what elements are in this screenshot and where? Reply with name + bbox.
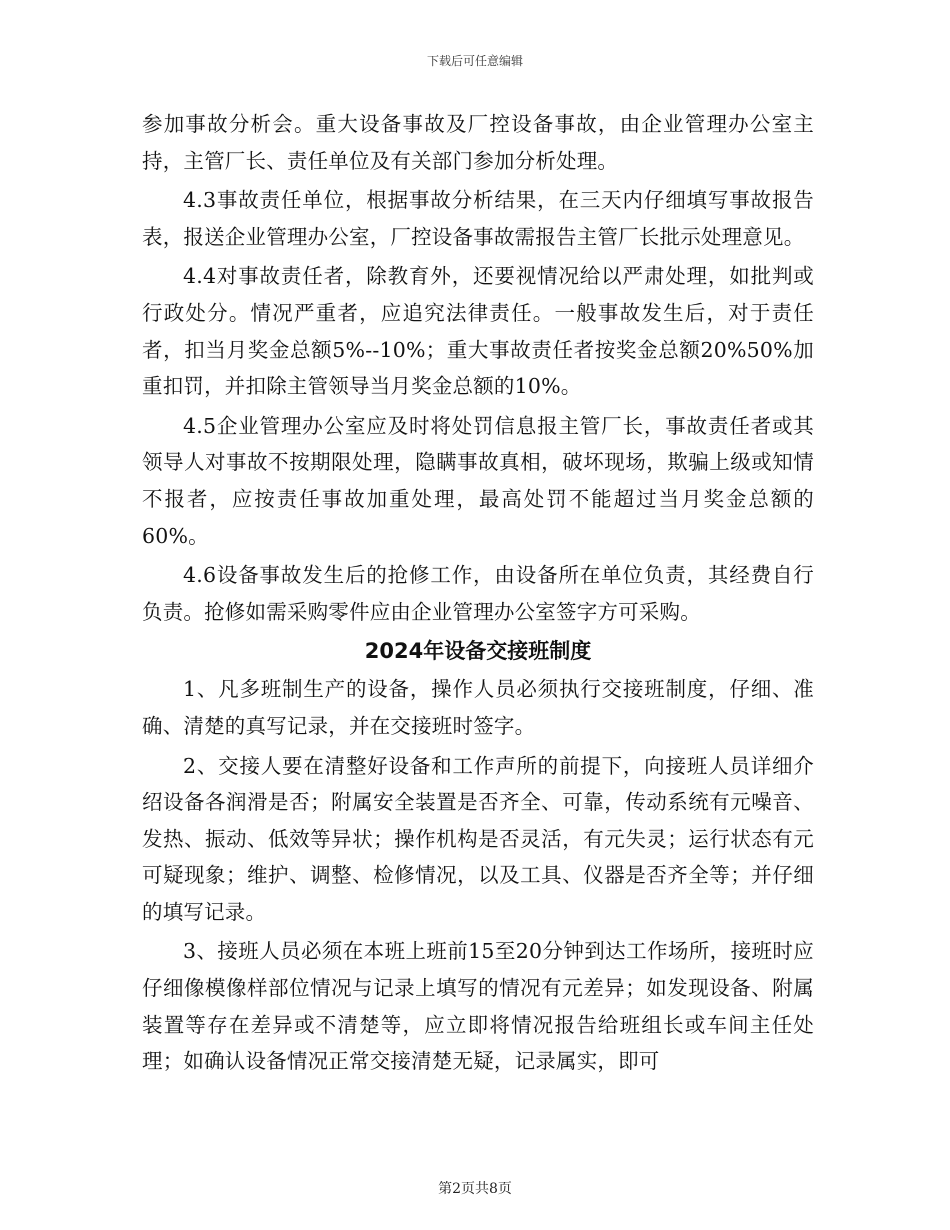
page-header: 下载后可任意编辑 [426, 54, 523, 68]
page-number: 第2页共8页 [438, 1181, 512, 1197]
paragraph-4-3: 4.3事故责任单位，根据事故分析结果，在三天内仔细填写事故报告表，报送企业管理办公室，厂控设备事故需报告主管厂长批示处理意见。 [142, 188, 814, 249]
paragraph-4-5: 4.5企业管理办公室应及时将处罚信息报主管厂长，事故责任者或其领导人对事故不按期限处理，隐瞒事故真相，破坏现场，欺骗上级或知情不报者，应按责任事故加重处理，最高处罚不能超过当月奖金总额的60%。 [142, 413, 814, 548]
section-paragraph-3: 3、接班人员必须在本班上班前15至20分钟到达工作场所，接班时应仔细像模像样部位情况与记录上填写的情况有元差异；如发现设备、附属装置等存在差异或不清楚等，应立即将情况报告给班组长或车间主任处理；如确认设备情况正常交接清楚无疑，记录属实，即可 [142, 939, 814, 1074]
document-body [142, 106, 814, 1083]
section-paragraph-2: 2、交接人要在清整好设备和工作声所的前提下，向接班人员详细介绍设备各润滑是否；附属安全装置是否齐全、可靠，传动系统有元噪音、发热、振动、低效等异状；操作机构是否灵活，有元失灵；运行状态有元可疑现象；维护、调整、检修情况，以及工具、仪器是否齐全等；并仔细的填写记录。 [142, 753, 814, 924]
paragraph-continuation: 参加事故分析会。重大设备事故及厂控设备事故，由企业管理办公室主持，主管厂长、责任单位及有关部门参加分析处理。 [142, 112, 814, 173]
section-title: 2024年设备交接班制度 [364, 639, 592, 664]
paragraph-4-4: 4.4对事故责任者，除教育外，还要视情况给以严肃处理，如批判或行政处分。情况严重者，应追究法律责任。一般事故发生后，对于责任者，扣当月奖金总额5%--10%；重大事故责任者按奖金总额20%50%加重扣罚，并扣除主管领导当月奖金总额的10%。 [142, 264, 814, 399]
paragraph-4-6: 4.6设备事故发生后的抢修工作，由设备所在单位负责，其经费自行负责。抢修如需采购零件应由企业管理办公室签字方可采购。 [142, 563, 814, 624]
section-paragraph-1: 1、凡多班制生产的设备，操作人员必须执行交接班制度，仔细、准确、清楚的真写记录，并在交接班时签字。 [142, 677, 814, 738]
